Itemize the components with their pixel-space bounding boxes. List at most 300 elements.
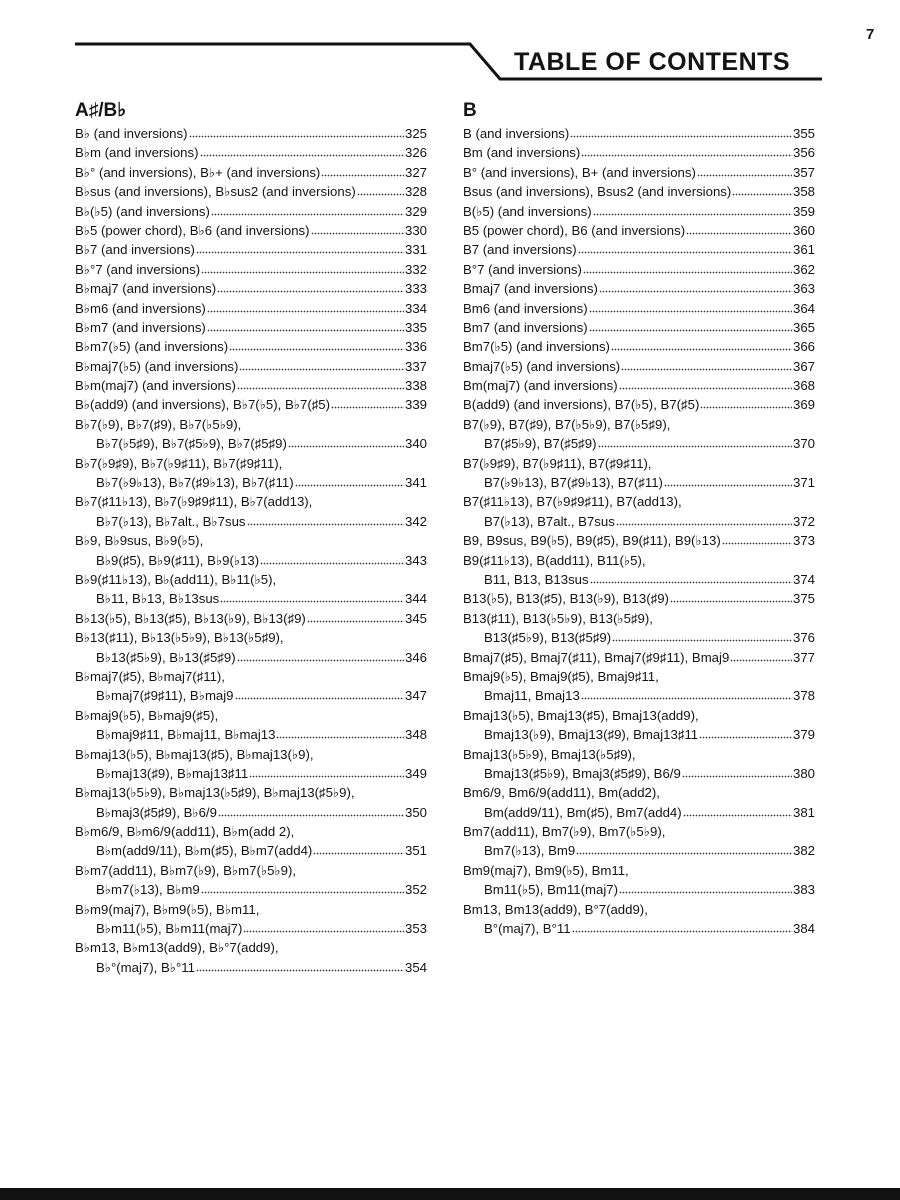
toc-entry-text: B♭(♭5) (and inversions) — [75, 203, 210, 219]
toc-entry-continuation-line — [463, 628, 815, 647]
toc-entry-text: B♭ (and inversions) — [75, 126, 188, 141]
dot-leader — [722, 533, 792, 545]
page-title: TABLE OF CONTENTS — [514, 48, 791, 76]
toc-entry-text: B♭m(maj7) (and inversions) — [75, 378, 236, 394]
toc-entry-text: B♭°7 (and inversions) — [75, 261, 201, 277]
toc-entry[interactable] — [463, 415, 815, 454]
dot-leader — [357, 184, 404, 196]
toc-page-number: 343 — [404, 552, 427, 568]
toc-entry-text: B♭7(♭5♯9), B♭7(♯5♭9), B♭7(♯5♯9) — [96, 436, 287, 452]
toc-entry-text: Bmaj7(♭5) (and inversions) — [463, 358, 621, 374]
dot-leader — [189, 126, 404, 138]
dot-leader — [664, 475, 792, 487]
toc-page-number: 326 — [404, 145, 427, 161]
dot-leader — [699, 727, 792, 739]
toc-entry-line — [463, 318, 815, 337]
toc-entry-text: B♭m13, B♭m13(add9), B♭°7(add9), — [75, 940, 279, 956]
toc-page-number: 329 — [404, 203, 427, 219]
toc-entry-line — [463, 182, 815, 201]
toc-entry-text: B(♭5) (and inversions) — [463, 203, 592, 219]
toc-entry-text: B♭m(add9/11), B♭m(♯5), B♭m7(add4) — [96, 843, 313, 859]
toc-entry-text: Bmaj13(♭9), Bmaj13(♯9), Bmaj13♯11 — [484, 727, 699, 743]
toc-entry-text: B♭13(♯11), B♭13(♭5♭9), B♭13(♭5♯9), — [75, 630, 284, 646]
toc-entry[interactable] — [463, 395, 815, 414]
toc-entry-text: B♭maj7 (and inversions) — [75, 281, 217, 297]
toc-page-number: 371 — [792, 475, 815, 491]
dot-leader — [583, 262, 792, 274]
toc-entry[interactable] — [463, 551, 815, 590]
toc-page-number: 344 — [404, 591, 427, 607]
toc-entry-text: Bm7(add11), Bm7(♭9), Bm7(♭5♭9), — [463, 824, 666, 840]
toc-entry-text: B♭m9(maj7), B♭m9(♭5), B♭m11, — [75, 901, 260, 917]
toc-entry[interactable] — [75, 667, 427, 706]
dot-leader — [217, 281, 404, 293]
toc-page-number: 353 — [404, 921, 427, 937]
toc-entry-continuation-line — [463, 725, 815, 744]
toc-entry-text: Bm(maj7) (and inversions) — [463, 378, 618, 394]
dot-leader — [570, 126, 792, 138]
toc-entry-line — [75, 570, 427, 589]
toc-entry[interactable] — [75, 628, 427, 667]
toc-entry-continuation-line — [463, 570, 815, 589]
toc-entry[interactable] — [75, 415, 427, 454]
toc-entry-line — [75, 240, 427, 259]
toc-entry-line — [75, 357, 427, 376]
dot-leader — [307, 611, 404, 623]
toc-page-number: 361 — [792, 242, 815, 258]
dot-leader — [621, 359, 792, 371]
toc-entry[interactable] — [75, 376, 427, 395]
toc-entry[interactable] — [75, 938, 427, 977]
toc-entry-line — [463, 240, 815, 259]
toc-column-b — [463, 98, 815, 938]
toc-page-number: 368 — [792, 378, 815, 394]
toc-entry-text: B♭13(♭5), B♭13(♯5), B♭13(♭9), B♭13(♯9) — [75, 610, 306, 626]
toc-entry-text: Bmaj13(♭5), Bmaj13(♯5), Bmaj13(add9), — [463, 707, 699, 723]
toc-entry-line — [463, 822, 815, 841]
toc-entry-text: B♭m6 (and inversions) — [75, 300, 206, 316]
dot-leader — [700, 397, 792, 409]
toc-page-number: 334 — [404, 300, 427, 316]
toc-entry-text: B7 (and inversions) — [463, 242, 577, 258]
toc-entry[interactable] — [463, 337, 815, 356]
toc-page-number: 337 — [404, 358, 427, 374]
toc-entry-continuation-line — [75, 512, 427, 531]
toc-entry[interactable] — [463, 240, 815, 259]
toc-entry[interactable] — [463, 609, 815, 648]
toc-page-number: 350 — [404, 804, 427, 820]
dot-leader — [670, 591, 792, 603]
toc-entry-text: B5 (power chord), B6 (and inversions) — [463, 222, 686, 238]
dot-leader — [590, 572, 792, 584]
toc-page-number: 357 — [792, 164, 815, 180]
dot-leader — [311, 223, 404, 235]
toc-page-number: 328 — [404, 184, 427, 200]
toc-entry-text: B♭maj9(♭5), B♭maj9(♯5), — [75, 707, 219, 723]
toc-entry-line — [463, 648, 815, 667]
toc-entry-line — [75, 395, 427, 414]
toc-page-number: 345 — [404, 610, 427, 626]
toc-page-number: 339 — [404, 397, 427, 413]
toc-entry-line — [463, 202, 815, 221]
toc-entry-text: Bsus (and inversions), Bsus2 (and inversions) — [463, 184, 732, 200]
section-heading: A♯/B♭ — [75, 100, 127, 121]
toc-entry[interactable] — [463, 667, 815, 706]
bottom-border — [0, 1188, 900, 1200]
toc-entry-continuation-line — [75, 958, 427, 977]
toc-page-number: 381 — [792, 804, 815, 820]
toc-entry-text: Bm6 (and inversions) — [463, 300, 588, 316]
toc-entry[interactable] — [463, 745, 815, 784]
toc-page-number: 383 — [792, 882, 815, 898]
toc-entry-text: B♭(add9) (and inversions), B♭7(♭5), B♭7(♯5) — [75, 397, 331, 413]
toc-page-number: 327 — [404, 164, 427, 180]
toc-page-number: 333 — [404, 281, 427, 297]
toc-page-number: 378 — [792, 688, 815, 704]
toc-entry-line — [75, 745, 427, 764]
toc-entry[interactable] — [463, 861, 815, 900]
toc-entry[interactable] — [463, 318, 815, 337]
toc-entry-continuation-line — [75, 764, 427, 783]
toc-entry-text: B♭7(♯11♭13), B♭7(♭9♯9♯11), B♭7(add13), — [75, 494, 313, 510]
dot-leader — [619, 378, 792, 390]
toc-entry-text: B♭9, B♭9sus, B♭9(♭5), — [75, 533, 204, 549]
toc-entry[interactable] — [463, 143, 815, 162]
toc-page-number: 372 — [792, 513, 815, 529]
toc-entry[interactable] — [75, 395, 427, 414]
toc-entry[interactable] — [463, 279, 815, 298]
toc-entry-line — [463, 667, 815, 686]
toc-page-number: 341 — [404, 475, 427, 491]
toc-entry-text: B7(♭9), B7(♯9), B7(♭5♭9), B7(♭5♯9), — [463, 416, 671, 432]
dot-leader — [201, 882, 404, 894]
toc-entry-continuation-line — [75, 919, 427, 938]
toc-entry[interactable] — [75, 822, 427, 861]
toc-entry[interactable] — [75, 182, 427, 201]
toc-entry-continuation-line — [75, 725, 427, 744]
toc-entry-text: Bmaj13(♯5♭9), Bmaj3(♯5♯9), B6/9 — [484, 765, 681, 781]
toc-entry-line — [75, 783, 427, 802]
toc-entry-text: Bm7(♭5) (and inversions) — [463, 339, 610, 355]
toc-entry-line — [75, 531, 427, 550]
dot-leader — [229, 339, 404, 351]
toc-entry-line — [75, 124, 427, 143]
toc-page-number: 362 — [792, 261, 815, 277]
toc-entry[interactable] — [463, 454, 815, 493]
dot-leader — [619, 882, 792, 894]
toc-entry-continuation-line — [75, 473, 427, 492]
toc-entry-continuation-line — [75, 551, 427, 570]
toc-page-number: 348 — [404, 727, 427, 743]
toc-entry-text: B (and inversions) — [463, 126, 570, 141]
toc-entry-text: Bm (and inversions) — [463, 145, 581, 161]
toc-entry-continuation-line — [75, 803, 427, 822]
toc-page-number: 360 — [792, 222, 815, 238]
toc-entry[interactable] — [75, 318, 427, 337]
toc-entry-text: Bm(add9/11), Bm(♯5), Bm7(add4) — [484, 804, 682, 820]
toc-page-number: 364 — [792, 300, 815, 316]
toc-entry-text: B♭7(♭9♭13), B♭7(♯9♭13), B♭7(♯11) — [96, 475, 294, 491]
toc-entry-line — [463, 299, 815, 318]
toc-entry[interactable] — [463, 376, 815, 395]
toc-page-number: 363 — [792, 281, 815, 297]
toc-entry-text: B♭m7(♭13), B♭m9 — [96, 882, 200, 898]
toc-entry-continuation-line — [75, 589, 427, 608]
toc-entry-text: Bmaj7(♯5), Bmaj7(♯11), Bmaj7(♯9♯11), Bmaj9 — [463, 649, 730, 665]
dot-leader — [207, 320, 404, 332]
toc-entry[interactable] — [463, 124, 815, 143]
toc-entry-text: B♭m7(add11), B♭m7(♭9), B♭m7(♭5♭9), — [75, 862, 297, 878]
toc-entry-line — [75, 299, 427, 318]
toc-entry[interactable] — [75, 609, 427, 628]
toc-entry[interactable] — [75, 570, 427, 609]
toc-entry-text: B9(♯11♭13), B(add11), B11(♭5), — [463, 552, 646, 568]
toc-page-number: 352 — [404, 882, 427, 898]
dot-leader — [732, 184, 792, 196]
toc-page-number: 330 — [404, 222, 427, 238]
dot-leader — [683, 805, 792, 817]
toc-page-number: 359 — [792, 203, 815, 219]
dot-leader — [196, 242, 404, 254]
toc-entry[interactable] — [75, 221, 427, 240]
toc-entry-line — [75, 861, 427, 880]
toc-entry-text: B♭maj7(♯5), B♭maj7(♯11), — [75, 668, 225, 684]
toc-page-number: 347 — [404, 688, 427, 704]
toc-entry-text: B♭m (and inversions) — [75, 145, 199, 161]
toc-page-number: 331 — [404, 242, 427, 258]
toc-entry[interactable] — [463, 221, 815, 240]
toc-entry-continuation-line — [75, 434, 427, 453]
toc-entry[interactable] — [463, 706, 815, 745]
dot-leader — [612, 630, 792, 642]
toc-entry[interactable] — [75, 240, 427, 259]
dot-leader — [697, 165, 792, 177]
section-heading: B — [463, 100, 477, 121]
toc-entry-line — [75, 163, 427, 182]
toc-entry[interactable] — [463, 783, 815, 822]
toc-entry[interactable] — [463, 492, 815, 531]
dot-leader — [682, 766, 792, 778]
toc-entry-text: B13(♯11), B13(♭5♭9), B13(♭5♯9), — [463, 610, 653, 626]
dot-leader — [235, 688, 404, 700]
toc-entry-line — [75, 822, 427, 841]
toc-entry-text: B7(♭9♯9), B7(♭9♯11), B7(♯9♯11), — [463, 455, 652, 471]
toc-entry[interactable] — [75, 337, 427, 356]
toc-page-number: 351 — [404, 843, 427, 859]
toc-page-number: 376 — [792, 630, 815, 646]
toc-entry[interactable] — [75, 861, 427, 900]
dot-leader — [288, 436, 404, 448]
toc-entry-continuation-line — [463, 803, 815, 822]
toc-entry-continuation-line — [463, 919, 815, 938]
toc-entry-line — [463, 376, 815, 395]
toc-entry[interactable] — [463, 260, 815, 279]
toc-entry-line — [75, 628, 427, 647]
toc-entry[interactable] — [75, 299, 427, 318]
page-number: 7 — [866, 26, 875, 43]
toc-page-number: 336 — [404, 339, 427, 355]
toc-page-number: 354 — [404, 959, 427, 975]
toc-page-number: 377 — [792, 649, 815, 665]
toc-entry[interactable] — [463, 357, 815, 376]
toc-entry-text: Bm9(maj7), Bm9(♭5), Bm11, — [463, 862, 629, 878]
dot-leader — [589, 301, 792, 313]
toc-entry-list — [75, 124, 427, 977]
dot-leader — [295, 475, 404, 487]
toc-entry-line — [75, 260, 427, 279]
dot-leader — [730, 650, 792, 662]
dot-leader — [276, 727, 404, 739]
toc-page-number: 349 — [404, 765, 427, 781]
dot-leader — [200, 145, 404, 157]
toc-entry-text: B13(♭5), B13(♯5), B13(♭9), B13(♯9) — [463, 591, 669, 607]
toc-entry[interactable] — [75, 454, 427, 493]
dot-leader — [589, 320, 792, 332]
dot-leader — [237, 378, 404, 390]
toc-entry-text: Bm7 (and inversions) — [463, 319, 588, 335]
toc-entry[interactable] — [463, 648, 815, 667]
toc-page-number: 346 — [404, 649, 427, 665]
toc-page-number: 369 — [792, 397, 815, 413]
toc-entry-text: Bm6/9, Bm6/9(add11), Bm(add2), — [463, 785, 660, 801]
toc-entry-text: B7(♯5♭9), B7(♯5♯9) — [484, 436, 597, 452]
toc-entry-text: B13(♯5♭9), B13(♯5♯9) — [484, 630, 612, 646]
toc-entry-continuation-line — [463, 473, 815, 492]
toc-page-number: 355 — [792, 126, 815, 141]
toc-entry-text: Bmaj7 (and inversions) — [463, 281, 598, 297]
toc-entry[interactable] — [463, 299, 815, 318]
toc-entry-text: B♭maj7(♯9♯11), B♭maj9 — [96, 688, 234, 704]
toc-entry[interactable] — [75, 900, 427, 939]
toc-entry-line — [463, 143, 815, 162]
toc-page-number: 379 — [792, 727, 815, 743]
toc-entry-line — [75, 667, 427, 686]
toc-entry[interactable] — [75, 745, 427, 784]
dot-leader — [247, 514, 404, 526]
toc-entry[interactable] — [463, 182, 815, 201]
toc-entry-line — [75, 492, 427, 511]
toc-entry-text: B11, B13, B13sus — [484, 571, 589, 587]
toc-entry-text: B♭m6/9, B♭m6/9(add11), B♭m(add 2), — [75, 824, 295, 840]
toc-entry[interactable] — [463, 163, 815, 182]
toc-page-number: 373 — [792, 533, 815, 549]
toc-entry-text: Bm11(♭5), Bm11(maj7) — [484, 882, 618, 898]
toc-entry[interactable] — [75, 783, 427, 822]
toc-entry-line — [463, 783, 815, 802]
toc-entry[interactable] — [75, 706, 427, 745]
toc-entry[interactable] — [463, 202, 815, 221]
dot-leader — [686, 223, 792, 235]
dot-leader — [599, 281, 792, 293]
toc-entry-continuation-line — [463, 512, 815, 531]
toc-entry-text: B♭m7(♭5) (and inversions) — [75, 339, 229, 355]
toc-entry[interactable] — [463, 589, 815, 608]
toc-entry-text: B7(♯11♭13), B7(♭9♯9♯11), B7(add13), — [463, 494, 682, 510]
toc-entry-line — [463, 551, 815, 570]
toc-entry[interactable] — [75, 124, 427, 143]
dot-leader — [616, 514, 792, 526]
toc-entry-continuation-line — [463, 434, 815, 453]
toc-entry[interactable] — [75, 143, 427, 162]
toc-page-number: 367 — [792, 358, 815, 374]
dot-leader — [243, 921, 404, 933]
toc-entry[interactable] — [75, 531, 427, 570]
toc-entry-text: B♭13(♯5♭9), B♭13(♯5♯9) — [96, 649, 236, 665]
toc-entry-text: B♭maj13(♭5), B♭maj13(♯5), B♭maj13(♭9), — [75, 746, 314, 762]
toc-entry-continuation-line — [463, 841, 815, 860]
toc-entry-line — [463, 163, 815, 182]
dot-leader — [196, 960, 404, 972]
toc-entry-line — [463, 745, 815, 764]
toc-entry-line — [463, 260, 815, 279]
toc-entry[interactable] — [463, 531, 815, 550]
dot-leader — [572, 921, 792, 933]
toc-page-number: 382 — [792, 843, 815, 859]
toc-entry-line — [75, 900, 427, 919]
toc-entry-line — [75, 376, 427, 395]
toc-entry[interactable] — [463, 822, 815, 861]
toc-entry-text: B♭maj9♯11, B♭maj11, B♭maj13 — [96, 727, 276, 743]
dot-leader — [201, 262, 404, 274]
dot-leader — [220, 591, 404, 603]
toc-entry-line — [463, 124, 815, 143]
toc-entry-line — [75, 143, 427, 162]
toc-entry[interactable] — [75, 163, 427, 182]
toc-entry[interactable] — [75, 279, 427, 298]
toc-entry[interactable] — [75, 260, 427, 279]
toc-entry-continuation-line — [463, 686, 815, 705]
toc-entry[interactable] — [75, 202, 427, 221]
toc-page-number: 380 — [792, 765, 815, 781]
toc-entry-line — [75, 609, 427, 628]
toc-page-number: 366 — [792, 339, 815, 355]
dot-leader — [211, 204, 404, 216]
toc-entry-line — [463, 589, 815, 608]
toc-column-a-sharp-b-flat — [75, 98, 427, 977]
toc-page-number: 335 — [404, 319, 427, 335]
toc-entry-text: B♭7(♭9♯9), B♭7(♭9♯11), B♭7(♯9♯11), — [75, 455, 283, 471]
toc-entry-text: Bm7(♭13), Bm9 — [484, 843, 576, 859]
toc-entry-text: B♭maj13(♯9), B♭maj13♯11 — [96, 765, 249, 781]
toc-entry-line — [463, 454, 815, 473]
toc-entry-continuation-line — [75, 648, 427, 667]
toc-entry-line — [75, 415, 427, 434]
toc-page-number: 332 — [404, 261, 427, 277]
toc-entry-text: Bmaj13(♭5♭9), Bmaj13(♭5♯9), — [463, 746, 636, 762]
dot-leader — [239, 359, 404, 371]
dot-leader — [578, 242, 792, 254]
toc-entry[interactable] — [463, 900, 815, 939]
toc-entry-text: B♭7(♭9), B♭7(♯9), B♭7(♭5♭9), — [75, 416, 242, 432]
toc-entry-line — [75, 182, 427, 201]
toc-entry-line — [75, 337, 427, 356]
toc-entry[interactable] — [75, 492, 427, 531]
toc-entry-line — [463, 531, 815, 550]
toc-page-number: 358 — [792, 184, 815, 200]
toc-page-number: 356 — [792, 145, 815, 161]
toc-entry-text: B(add9) (and inversions), B7(♭5), B7(♯5) — [463, 397, 700, 413]
toc-entry-text: B7(♭9♭13), B7(♯9♭13), B7(♯11) — [484, 475, 663, 491]
toc-page-number: 365 — [792, 319, 815, 335]
toc-entry[interactable] — [75, 357, 427, 376]
dot-leader — [576, 843, 792, 855]
dot-leader — [598, 436, 792, 448]
dot-leader — [331, 397, 404, 409]
toc-entry-continuation-line — [75, 841, 427, 860]
toc-page-number: 374 — [792, 571, 815, 587]
toc-entry-list — [463, 124, 815, 938]
dot-leader — [581, 688, 792, 700]
